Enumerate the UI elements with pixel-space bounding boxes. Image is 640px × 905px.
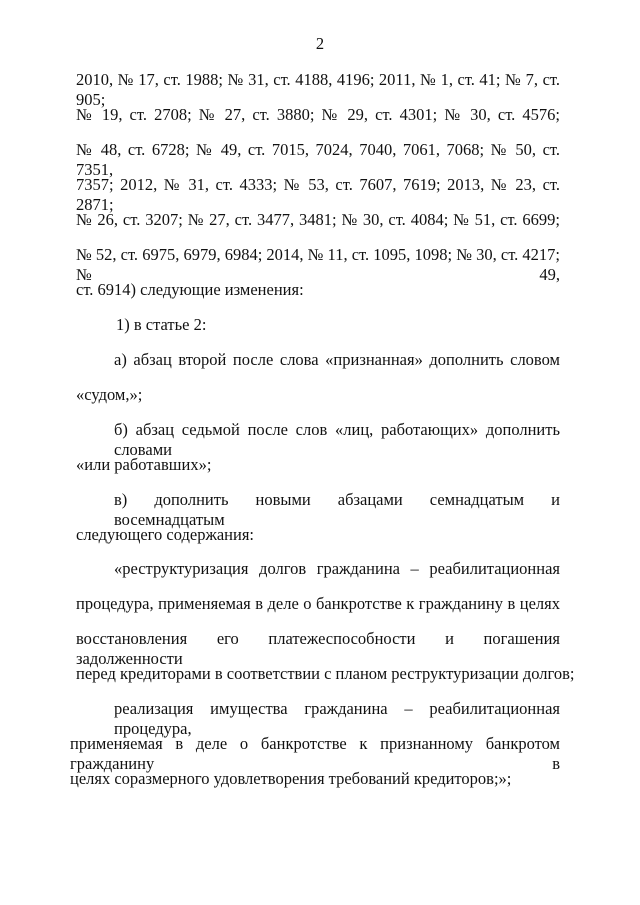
text-line: 2010, № 17, ст. 1988; № 31, ст. 4188, 4196; 2011, № 1, ст. 41; № 7, ст. 905; <box>76 70 560 109</box>
text-line: перед кредиторами в соответствии с планом реструктуризации долгов; <box>76 664 575 683</box>
text-line: № 52, ст. 6975, 6979, 6984; 2014, № 11, ст. 1095, 1098; № 30, ст. 4217; № 49, <box>76 245 560 284</box>
text-line: 7357; 2012, № 31, ст. 4333; № 53, ст. 7607, 7619; 2013, № 23, ст. 2871; <box>76 175 560 214</box>
text-line: применяемая в деле о банкротстве к признанному банкротом гражданину в <box>70 734 560 773</box>
text-line: № 26, ст. 3207; № 27, ст. 3477, 3481; № 30, ст. 4084; № 51, ст. 6699; <box>76 210 560 229</box>
text-line: «или работавших»; <box>76 455 212 474</box>
text-line: в) дополнить новыми абзацами семнадцатым и восемнадцатым <box>114 490 560 529</box>
page-number: 2 <box>315 34 325 53</box>
text-line: «судом,»; <box>76 385 143 404</box>
item-heading: 1) в статье 2: <box>116 315 207 334</box>
text-line: № 19, ст. 2708; № 27, ст. 3880; № 29, ст. 4301; № 30, ст. 4576; <box>76 105 560 124</box>
text-line: а) абзац второй после слова «признанная» дополнить словом <box>114 350 560 369</box>
text-line: «реструктуризация долгов гражданина – реабилитационная <box>114 559 560 578</box>
text-line: ст. 6914) следующие изменения: <box>76 280 304 299</box>
text-line: б) абзац седьмой после слов «лиц, работающих» дополнить словами <box>114 420 560 459</box>
text-line: реализация имущества гражданина – реабилитационная процедура, <box>114 699 560 738</box>
text-line: целях соразмерного удовлетворения требований кредиторов;»; <box>70 769 512 788</box>
text-line: № 48, ст. 6728; № 49, ст. 7015, 7024, 7040, 7061, 7068; № 50, ст. 7351, <box>76 140 560 179</box>
text-line: восстановления его платежеспособности и погашения задолженности <box>76 629 560 668</box>
text-line: следующего содержания: <box>76 525 255 544</box>
text-line: процедура, применяемая в деле о банкротстве к гражданину в целях <box>76 594 560 613</box>
